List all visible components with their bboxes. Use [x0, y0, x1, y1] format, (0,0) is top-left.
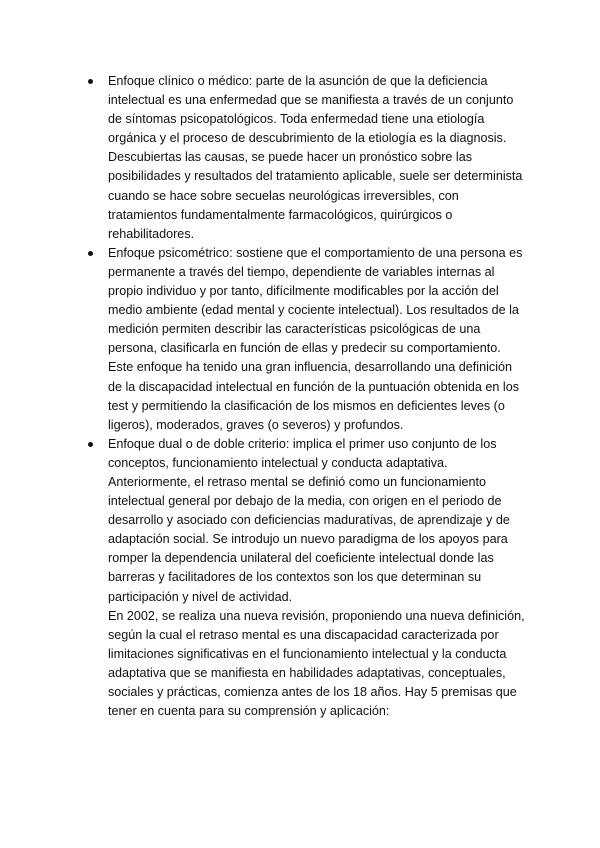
- paragraph: En 2002, se realiza una nueva revisión, proponiendo una nueva definición, según la cual el retraso mental es una discapacidad caracterizada por limitaciones significativas en el funcionamiento intelectual y la conducta adaptativa que se manifiesta en habilidades adaptativas, conceptuales, sociales y prácticas, comienza antes de los 18 años. Hay 5 premisas que tener en cuenta para su comprensión y aplicación:: [108, 608, 525, 719]
- paragraph: Enfoque clínico o médico: parte de la asunción de que la deficiencia intelectual es una enfermedad que se manifiesta a través de un conjunto de síntomas psicopatológicos. Toda enfermedad tiene una etiología orgánica y el proceso de descubrimiento de la etiología es la diagnosis. Descubiertas las causas, se puede hacer un pronóstico sobre las posibilidades y resultados del tratamiento aplicable, suele ser determinista cuando se hace sobre secuelas neurológicas irreversibles, con tratamientos fundamentalmente farmacológicos, quirúrgicos o rehabilitadores.: [108, 74, 523, 241]
- bullet-icon: [88, 79, 93, 84]
- document-body: [87, 72, 527, 721]
- list-item-psychometric-approach: [87, 244, 527, 435]
- list-item-clinical-approach: [87, 72, 527, 244]
- bullet-icon: [88, 442, 93, 447]
- paragraph: Enfoque dual o de doble criterio: implica el primer uso conjunto de los conceptos, funcionamiento intelectual y conducta adaptativa. Anteriormente, el retraso mental se definió como un funcionamiento intelectual general por debajo de la media, con origen en el periodo de desarrollo y asociado con deficiencias maduratívas, de aprendizaje y de adaptación social. Se introdujo un nuevo paradigma de los apoyos para romper la dependencia unilateral del coeficiente intelectual donde las barreras y facilitadores de los contextos son los que determinan su participación y nivel de actividad.: [108, 436, 510, 604]
- bullet-icon: [88, 251, 93, 256]
- paragraph: Enfoque psicométrico: sostiene que el comportamiento de una persona es permanente a través del tiempo, dependiente de variables internas al propio individuo y por tanto, difícilmente modificables por la acción del medio ambiente (edad mental y cociente intelectual). Los resultados de la medición permiten describir las características psicológicas de una persona, clasificarla en función de ellas y predecir su comportamiento. Este enfoque ha tenido una gran influencia, desarrollando una definición de la discapacidad intelectual en función de la puntuación obtenida en los test y permitiendo la clasificación de los mismos en deficientes leves (o ligeros), moderados, graves (o severos) y profundos.: [108, 245, 523, 432]
- bullet-list: [87, 72, 527, 721]
- list-item-dual-approach: [87, 435, 527, 721]
